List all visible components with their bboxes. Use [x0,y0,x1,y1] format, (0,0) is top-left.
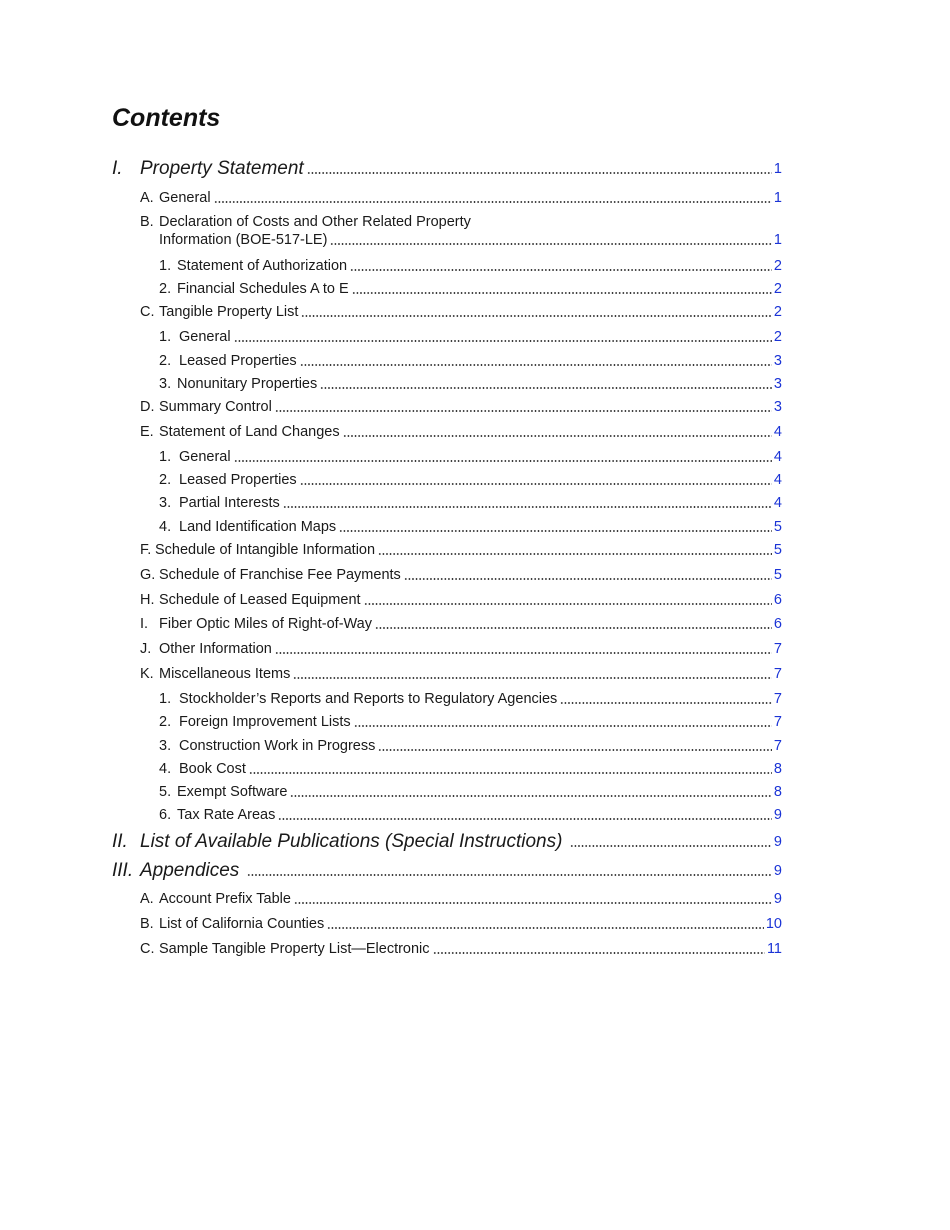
toc-entry-number: 5. [159,784,172,800]
toc-entry-intangible-information [140,541,782,559]
dot-leader [294,902,772,904]
toc-entry-number: B. [140,916,154,932]
dot-leader [301,315,771,317]
toc-page-link[interactable]: 9 [773,863,782,879]
toc-entry-number: 1. [159,329,172,345]
toc-entry-miscellaneous-items [140,665,782,683]
toc-page-link[interactable]: 7 [773,738,782,754]
toc-entry-number: E. [140,424,154,440]
toc-entry-leased-properties [159,471,782,489]
toc-page-link[interactable]: 5 [773,519,782,535]
dot-leader [352,292,772,294]
toc-entry-text: General [159,190,211,206]
toc-entry-partial-interests [159,494,782,512]
toc-entry-number: F. [140,542,152,558]
toc-entry-list-of-available-publications [112,831,782,853]
toc-entry-number: 4. [159,519,172,535]
toc-entry-number: A. [140,891,154,907]
dot-leader [343,435,772,437]
dot-leader [234,340,772,342]
toc-entry-number: D. [140,399,155,415]
toc-entry-number: K. [140,666,154,682]
dot-leader [327,927,764,929]
toc-entry-franchise-fee-payments [140,566,782,584]
toc-entry-stockholders-reports [159,690,782,708]
dot-leader [283,506,772,508]
toc-entry-exempt-software [159,783,782,801]
dot-leader [275,652,772,654]
toc-entry-number: 1. [159,691,172,707]
toc-entry-book-cost [159,760,782,778]
toc-entry-text: Tangible Property List [159,304,299,320]
dot-leader [330,243,771,245]
toc-entry-tax-rate-areas [159,806,782,824]
toc-entry-text: Nonunitary Properties [177,376,318,392]
toc-page-link[interactable]: 3 [773,399,782,415]
toc-entry-text: Account Prefix Table [159,891,291,907]
toc-entry-text: General [179,329,231,345]
dot-leader [275,410,772,412]
toc-entry-leased-equipment [140,591,782,609]
dot-leader [320,387,772,389]
toc-entry-property-statement [112,158,782,180]
toc-entry-number: 1. [159,258,172,274]
toc-page-link[interactable]: 9 [773,834,782,850]
toc-entry-account-prefix-table [140,890,782,908]
toc-page-link[interactable]: 2 [773,281,782,297]
page-title: Contents [112,104,221,132]
toc-page-link[interactable]: 1 [773,232,782,248]
toc-page-link[interactable]: 5 [773,567,782,583]
toc-entry-other-information [140,640,782,658]
toc-entry-text: Schedule of Leased Equipment [159,592,361,608]
toc-entry-leased-properties [159,352,782,370]
toc-entry-number: J. [140,641,152,657]
toc-entry-number: 2. [159,281,172,297]
toc-page-link[interactable]: 9 [773,891,782,907]
toc-entry-tangible-property-list [140,303,782,321]
toc-entry-text: Statement of Authorization [177,258,348,274]
toc-entry-number: H. [140,592,155,608]
toc-entry-number: 4. [159,761,172,777]
toc-entry-text: Stockholder’s Reports and Reports to Regulatory Agencies [179,691,558,707]
toc-page-link[interactable]: 9 [773,807,782,823]
dot-leader [214,201,772,203]
toc-page-link[interactable]: 3 [773,353,782,369]
toc-entry-statement-of-land-changes [140,423,782,441]
dot-leader [300,364,772,366]
toc-entry-text: Summary Control [159,399,272,415]
toc-page-link[interactable]: 10 [765,916,782,932]
toc-entry-text: General [179,449,231,465]
toc-entry-text: Schedule of Franchise Fee Payments [159,567,401,583]
toc-entry-number: 2. [159,714,172,730]
toc-entry-number: 3. [159,738,172,754]
toc-entry-number: 1. [159,449,172,465]
toc-entry-financial-schedules [159,280,782,298]
dot-leader [307,172,772,174]
toc-entry-text: Miscellaneous Items [159,666,291,682]
toc-page-link[interactable]: 4 [773,449,782,465]
toc-entry-text: Financial Schedules A to E [177,281,349,297]
dot-leader [378,749,772,751]
toc-entry-general [159,328,782,346]
toc-page-link[interactable]: 4 [773,495,782,511]
toc-entry-number: I. [112,158,123,179]
toc-entry-text: Land Identification Maps [179,519,337,535]
toc-entry-text: Book Cost [179,761,246,777]
toc-page-link[interactable]: 1 [773,190,782,206]
dot-leader [339,530,772,532]
dot-leader [570,845,771,847]
toc-entry-text: Declaration of Costs and Other Related Property [159,214,471,230]
toc-entry-text: Sample Tangible Property List—Electronic [159,941,430,957]
toc-entry-land-identification-maps [159,518,782,536]
toc-entry-foreign-improvement-lists [159,713,782,731]
toc-page-link[interactable]: 4 [773,472,782,488]
toc-entry-fiber-optic-miles [140,615,782,633]
dot-leader [560,702,772,704]
toc-entry-text: Tax Rate Areas [177,807,276,823]
toc-page-link[interactable]: 7 [773,714,782,730]
dot-leader [404,578,772,580]
toc-entry-general [140,189,782,207]
toc-entry-number: C. [140,941,155,957]
dot-leader [234,460,772,462]
toc-entry-number: I. [140,616,149,632]
toc-entry-number: 3. [159,376,172,392]
toc-page-link[interactable]: 7 [773,691,782,707]
dot-leader [290,795,772,797]
toc-entry-number: 6. [159,807,172,823]
toc-entry-number: C. [140,304,155,320]
toc-entry-text: Appendices [140,860,240,881]
toc-entry-text: Schedule of Intangible Information [155,542,376,558]
dot-leader [433,952,765,954]
toc-entry-construction-work-in-progress [159,737,782,755]
toc-entry-text: Property Statement [140,158,304,179]
toc-entry-text: Fiber Optic Miles of Right-of-Way [159,616,372,632]
toc-entry-text: Leased Properties [179,353,297,369]
toc-page-link[interactable]: 2 [773,304,782,320]
toc-entry-text: Partial Interests [179,495,280,511]
toc-entry-number: 2. [159,353,172,369]
toc-entry-text: Exempt Software [177,784,288,800]
toc-entry-text: Construction Work in Progress [179,738,376,754]
dot-leader [350,269,772,271]
toc-entry-sample-tangible-property-list [140,940,782,958]
toc-page-link[interactable]: 6 [773,592,782,608]
dot-leader [300,483,772,485]
toc-entry-number: III. [112,860,134,881]
toc-page-link[interactable]: 1 [773,161,782,177]
dot-leader [278,818,772,820]
toc-entry-general [159,448,782,466]
toc-page-link[interactable]: 4 [773,424,782,440]
toc-page-link[interactable]: 7 [773,666,782,682]
toc-entry-text: List of Available Publications (Special Instructions) [140,831,563,852]
toc-page-link[interactable]: 5 [773,542,782,558]
dot-leader [293,677,772,679]
dot-leader [375,627,772,629]
toc-entry-text: Other Information [159,641,272,657]
toc-entry-number: G. [140,567,156,583]
toc-entry-number: 2. [159,472,172,488]
toc-entry-number: 3. [159,495,172,511]
toc-entry-statement-of-authorization [159,257,782,275]
toc-page-link[interactable]: 11 [766,941,782,957]
dot-leader [249,772,772,774]
toc-page-link[interactable]: 3 [773,376,782,392]
toc-page-link[interactable]: 8 [773,761,782,777]
toc-entry-text: Foreign Improvement Lists [179,714,351,730]
toc-entry-appendices [112,860,782,882]
dot-leader [378,553,772,555]
toc-entry-declaration-of-costs [140,213,782,249]
toc-entry-text-continued: Information (BOE-517-LE) [159,232,328,248]
toc-entry-summary-control [140,398,782,416]
dot-leader [247,874,772,876]
toc-entry-text: Leased Properties [179,472,297,488]
toc-page-link[interactable]: 2 [773,258,782,274]
toc-page-link[interactable]: 2 [773,329,782,345]
toc-page-link[interactable]: 7 [773,641,782,657]
toc-entry-number: A. [140,190,154,206]
toc-entry-text: List of California Counties [159,916,325,932]
dot-leader [364,603,772,605]
toc-entry-number: B. [140,214,154,230]
toc-page-link[interactable]: 8 [773,784,782,800]
toc-entry-nonunitary-properties [159,375,782,393]
toc-entry-text: Statement of Land Changes [159,424,340,440]
dot-leader [354,725,772,727]
toc-page-link[interactable]: 6 [773,616,782,632]
toc-entry-list-of-california-counties [140,915,782,933]
toc-entry-number: II. [112,831,128,852]
